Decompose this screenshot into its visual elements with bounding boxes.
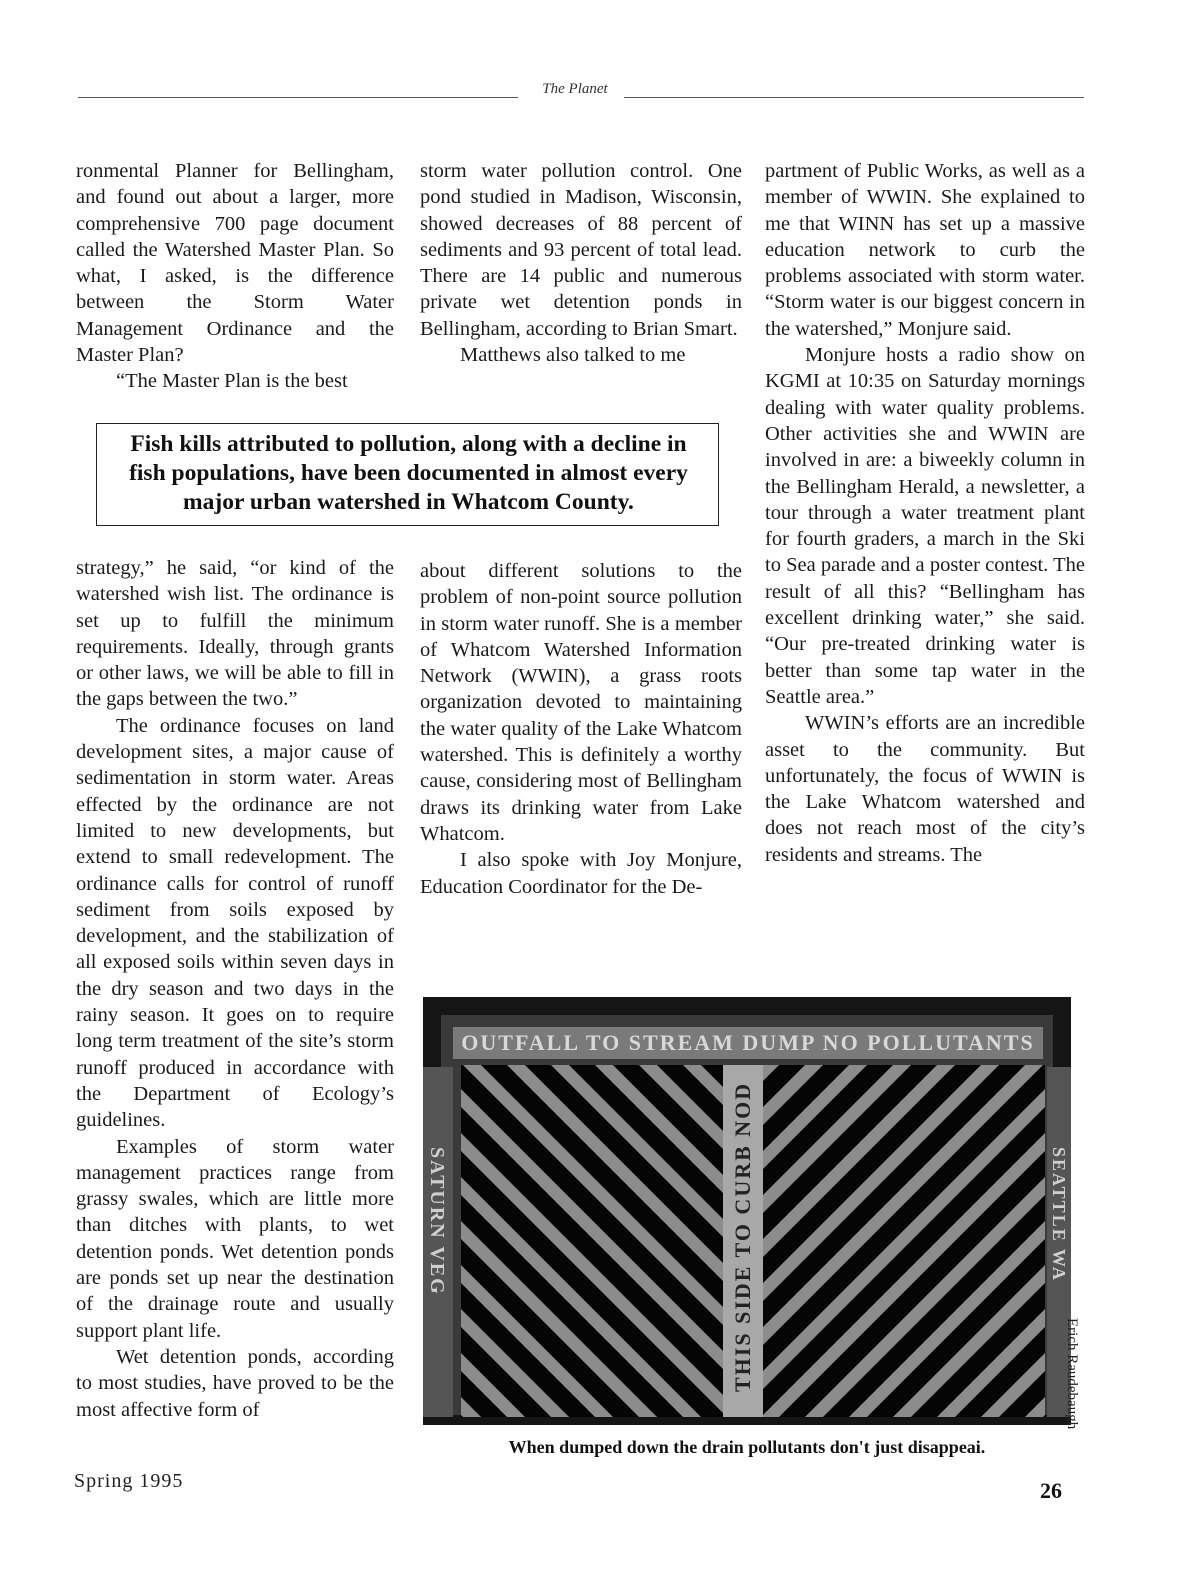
photo-credit: Erich Raudebaugh bbox=[1064, 1318, 1080, 1430]
column-1-top bbox=[76, 158, 394, 395]
storm-drain-photo bbox=[423, 997, 1071, 1425]
paragraph: “The Master Plan is the best bbox=[116, 370, 348, 393]
grate-center-text: THIS SIDE TO CURB NOD bbox=[730, 1081, 755, 1392]
column-2-top bbox=[420, 158, 742, 368]
paragraph: about different solutions to the problem of non-point source pollution in storm water runoff. She is a member of Whatcom Watershed Information Network (WWIN), a grass roots organization devoted to maintaining the water quality of the Lake Whatcom watershed. This is definitely a worthy cause, considering most of Bellingham draws its drinking water from Lake Whatcom. bbox=[420, 560, 742, 845]
paragraph: The ordinance focuses on land development sites, a major cause of sedimentation in storm water. Areas effected by the ordinance are not limited to new developments, but extend to small redevelopment. The ordinance calls for control of runoff sediment from soils exposed by development, and the stabilization of all exposed soils within seven days in the dry season and two days in the rainy season. It goes on to require long term treatment of the site’s storm runoff produced in accordance with the Department of Ecology’s guidelines. bbox=[76, 714, 394, 1132]
column-1-bottom bbox=[76, 555, 394, 1423]
grate-right-text: SEATTLE WA bbox=[1049, 1147, 1069, 1282]
column-2-bottom bbox=[420, 558, 742, 900]
paragraph: I also spoke with Joy Monjure, Education Coordinator for the De- bbox=[420, 849, 742, 898]
grate-top-text: OUTFALL TO STREAM DUMP NO POLLUTANTS bbox=[461, 1030, 1035, 1055]
paragraph: Wet detention ponds, according to most studies, have proved to be the most affective form of bbox=[76, 1345, 394, 1421]
page-number: 26 bbox=[1040, 1478, 1062, 1503]
header-rule-right bbox=[624, 97, 1084, 98]
paragraph: ronmental Planner for Bellingham, and found out about a larger, more comprehensive 700 page document called the Watershed Master Plan. So what, I asked, is the difference between the Storm Water Management Ordinance and the Master Plan? bbox=[76, 160, 394, 367]
photo-caption: When dumped down the drain pollutants don't just disappeai. bbox=[508, 1437, 986, 1457]
paragraph: WWIN’s efforts are an incredible asset to the community. But unfortunately, the focus of WWIN is the Lake Whatcom watershed and does not reach most of the city’s residents and streams. The bbox=[765, 712, 1085, 866]
paragraph: partment of Public Works, as well as a member of WWIN. She explained to me that WINN has set up a massive education network to curb the problems associated with storm water. “Storm water is our biggest concern in the watershed,” Monjure said. bbox=[765, 160, 1085, 340]
paragraph: Examples of storm water management practices range from grassy swales, which are little more than ditches with plants, to wet detention ponds. Wet detention ponds are ponds set up near the destination of the drainage route and usually support plant life. bbox=[76, 1135, 394, 1342]
column-3 bbox=[765, 158, 1085, 868]
storm-drain-grate-image bbox=[423, 997, 1071, 1425]
paragraph: Monjure hosts a radio show on KGMI at 10:35 on Saturday mornings dealing with water quality problems. Other activities she and WWIN are involved in are: a biweekly column in the Bellingham Herald, a newsletter, a tour through a water treatment plant for fourth graders, a march in the Ski to Sea parade and a poster contest. The result of all this? “Bellingham has excellent drinking water,” she said. “Our pre-treated drinking water is better than some tap water in the Seattle area.” bbox=[765, 344, 1085, 708]
paragraph: Matthews also talked to me bbox=[460, 344, 686, 367]
paragraph: strategy,” he said, “or kind of the watershed wish list. The ordinance is set up to fulfill the minimum requirements. Ideally, through grants or other laws, we will be able to fill in the gaps between the two.” bbox=[76, 557, 394, 711]
pull-quote: Fish kills attributed to pollution, along with a decline in fish populations, have been documented in almost every major urban watershed in Whatcom County. bbox=[96, 423, 719, 526]
paragraph: storm water pollution control. One pond studied in Madison, Wisconsin, showed decreases of 88 percent of sediments and 93 percent of total lead. There are 14 public and numerous private wet detention ponds in Bellingham, according to Brian Smart. bbox=[420, 160, 742, 340]
running-head: The Planet bbox=[542, 81, 608, 97]
issue-date: Spring 1995 bbox=[74, 1470, 184, 1492]
header-rule-left bbox=[78, 97, 518, 98]
grate-left-text: SATURN VEG bbox=[426, 1147, 448, 1296]
